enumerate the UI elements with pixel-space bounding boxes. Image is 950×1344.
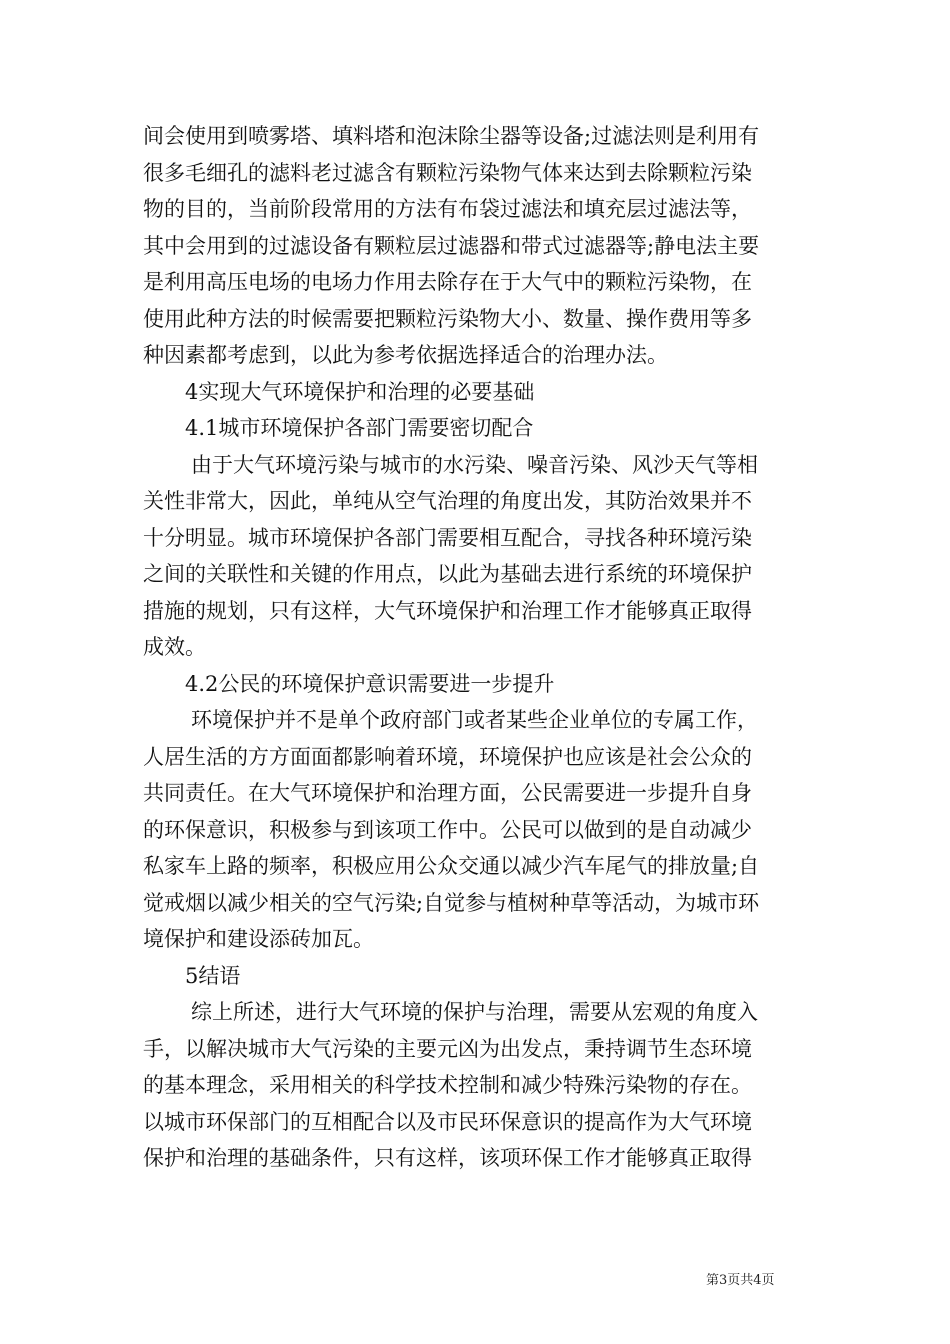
text-line: 觉戒烟以减少相关的空气污染;自觉参与植树种草等活动，为城市环	[143, 890, 760, 915]
text-line: 很多毛细孔的滤料老过滤含有颗粒污染物气体来达到去除颗粒污染	[143, 160, 752, 185]
text-line: 人居生活的方方面面都影响着环境，环境保护也应该是社会公众的	[143, 744, 752, 769]
text-line: 使用此种方法的时候需要把颗粒污染物大小、数量、操作费用等多	[143, 306, 752, 331]
text-line: 环境保护并不是单个政府部门或者某些企业单位的专属工作，	[191, 708, 758, 732]
text-line: 以城市环保部门的互相配合以及市民环保意识的提高作为大气环境	[143, 1109, 752, 1134]
text-line: 由于大气环境污染与城市的水污染、噪音污染、风沙天气等相	[191, 452, 758, 477]
section-heading	[143, 410, 811, 447]
text-line: 物的目的，当前阶段常用的方法有布袋过滤法和填充层过滤法等，	[143, 197, 752, 221]
document-body	[143, 118, 811, 1177]
text-line: 综上所述，进行大气环境的保护与治理，需要从宏观的角度入	[191, 1000, 758, 1024]
page-number: 第3页共4页	[706, 1273, 775, 1288]
body-paragraph	[143, 702, 811, 958]
heading-text: 4实现大气环境保护和治理的必要基础	[185, 379, 535, 404]
section-heading	[143, 374, 811, 411]
text-line: 其中会用到的过滤设备有颗粒层过滤器和带式过滤器等;静电法主要	[143, 233, 760, 258]
text-line: 种因素都考虑到，以此为参考依据选择适合的治理办法。	[143, 343, 668, 367]
heading-text: 4.2公民的环境保护意识需要进一步提升	[185, 671, 555, 696]
text-line: 的环保意识，积极参与到该项工作中。公民可以做到的是自动减少	[143, 817, 752, 842]
text-line: 共同责任。在大气环境保护和治理方面，公民需要进一步提升自身	[143, 781, 752, 805]
text-line: 私家车上路的频率，积极应用公众交通以减少汽车尾气的排放量;自	[143, 854, 760, 878]
text-line: 是利用高压电场的电场力作用去除存在于大气中的颗粒污染物，在	[143, 270, 752, 294]
text-line: 境保护和建设添砖加瓦。	[143, 927, 374, 951]
text-line: 十分明显。城市环境保护各部门需要相互配合，寻找各种环境污染	[143, 525, 752, 550]
text-line: 手，以解决城市大气污染的主要元凶为出发点，秉持调节生态环境	[143, 1036, 752, 1061]
body-paragraph	[143, 994, 811, 1177]
text-line: 措施的规划，只有这样，大气环境保护和治理工作才能够真正取得	[143, 598, 752, 623]
text-line: 之间的关联性和关键的作用点，以此为基础去进行系统的环境保护	[143, 562, 752, 586]
text-line: 关性非常大，因此，单纯从空气治理的角度出发，其防治效果并不	[143, 489, 752, 513]
text-line: 保护和治理的基础条件，只有这样，该项环保工作才能够真正取得	[143, 1146, 752, 1170]
body-paragraph	[143, 447, 811, 666]
heading-text: 4.1城市环境保护各部门需要密切配合	[185, 416, 534, 440]
text-line: 间会使用到喷雾塔、填料塔和泡沫除尘器等设备;过滤法则是利用有	[143, 124, 760, 148]
section-heading	[143, 958, 811, 995]
body-paragraph	[143, 118, 811, 374]
heading-text: 5结语	[185, 963, 241, 988]
text-line: 的基本理念，采用相关的科学技术控制和减少特殊污染物的存在。	[143, 1073, 752, 1097]
text-line: 成效。	[143, 635, 206, 659]
section-heading	[143, 666, 811, 703]
